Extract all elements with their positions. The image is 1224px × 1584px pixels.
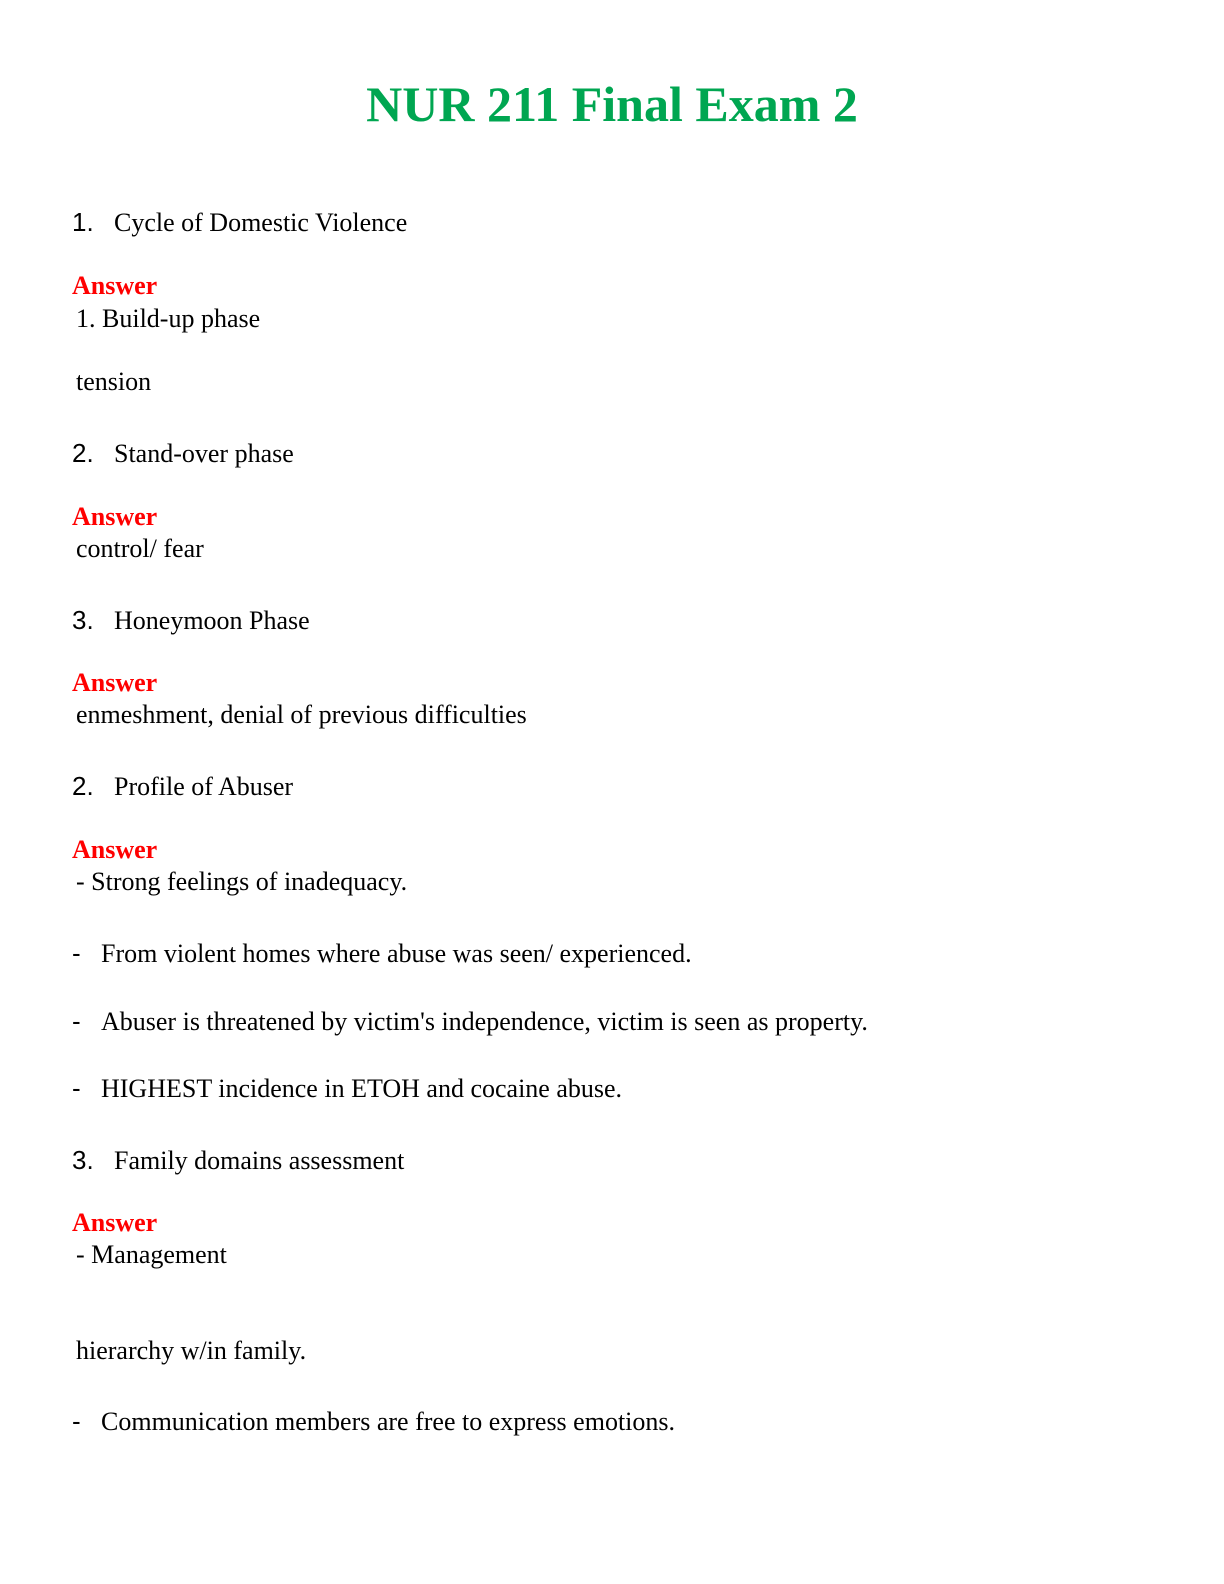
answer-text: control/ fear bbox=[76, 534, 204, 563]
bullet-text: Communication members are free to express emotions. bbox=[101, 1407, 676, 1436]
question-5 bbox=[72, 1144, 404, 1177]
answer-text: - Management bbox=[76, 1240, 227, 1269]
answer-text: tension bbox=[76, 367, 152, 396]
bullet-item bbox=[72, 1005, 868, 1038]
question-number: 3. bbox=[72, 1145, 94, 1175]
question-1 bbox=[72, 206, 407, 239]
question-number: 1. bbox=[72, 207, 94, 237]
bullet-item bbox=[72, 1405, 675, 1438]
answer-text: - Strong feelings of inadequacy. bbox=[76, 867, 408, 896]
answer-label: Answer bbox=[72, 271, 158, 300]
question-number: 3. bbox=[72, 605, 94, 635]
bullet-text: HIGHEST incidence in ETOH and cocaine abuse. bbox=[101, 1074, 623, 1103]
bullet-text: From violent homes where abuse was seen/ experienced. bbox=[101, 939, 692, 968]
answer-label: Answer bbox=[72, 1208, 158, 1237]
answer-text: enmeshment, denial of previous difficulties bbox=[76, 700, 527, 729]
page-title: NUR 211 Final Exam 2 bbox=[366, 76, 858, 132]
bullet-item bbox=[72, 1072, 622, 1105]
dash-marker: - bbox=[72, 1073, 81, 1103]
answer-text: 1. Build-up phase bbox=[76, 304, 261, 333]
question-text: Honeymoon Phase bbox=[114, 606, 310, 635]
answer-text: hierarchy w/in family. bbox=[76, 1336, 307, 1365]
question-text: Stand-over phase bbox=[114, 439, 294, 468]
question-number: 2. bbox=[72, 438, 94, 468]
dash-marker: - bbox=[72, 1006, 81, 1036]
dash-marker: - bbox=[72, 1406, 81, 1436]
answer-label: Answer bbox=[72, 668, 158, 697]
answer-label: Answer bbox=[72, 502, 158, 531]
question-text: Cycle of Domestic Violence bbox=[114, 208, 408, 237]
question-2 bbox=[72, 437, 294, 470]
question-4 bbox=[72, 770, 293, 803]
answer-label: Answer bbox=[72, 835, 158, 864]
dash-marker: - bbox=[72, 938, 81, 968]
question-number: 2. bbox=[72, 771, 94, 801]
question-text: Family domains assessment bbox=[114, 1146, 405, 1175]
bullet-text: Abuser is threatened by victim's independence, victim is seen as property. bbox=[101, 1007, 868, 1036]
question-3 bbox=[72, 604, 310, 637]
bullet-item bbox=[72, 937, 692, 970]
question-text: Profile of Abuser bbox=[114, 772, 294, 801]
